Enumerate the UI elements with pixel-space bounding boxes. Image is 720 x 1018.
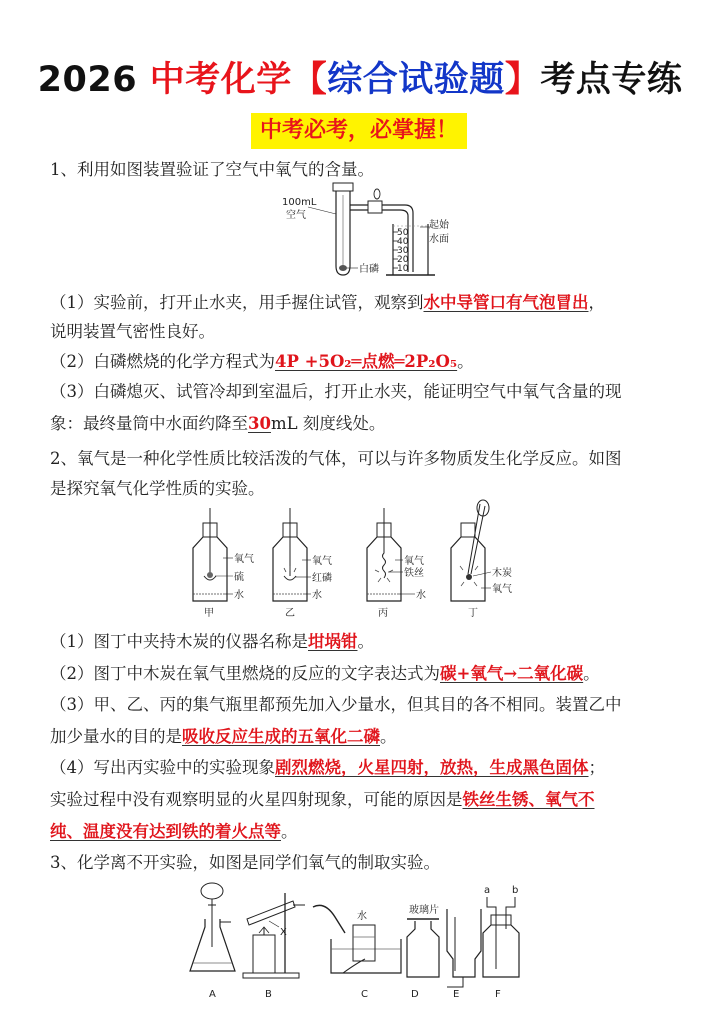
- q1-s2-text: （2）白磷燃烧的化学方程式为: [50, 352, 275, 371]
- q2-s4-line2: [50, 790, 595, 810]
- q1-s3-text: 象：最终量筒中水面约降至: [50, 414, 248, 433]
- label-start-2: 水面: [429, 234, 449, 245]
- q2-s4-text: （4）写出丙实验中的实验现象: [50, 758, 275, 777]
- q2-s2-text: （2）图丁中木炭在氧气里燃烧的反应的文字表达式为: [50, 664, 440, 683]
- title-year: 2026: [37, 60, 138, 100]
- scale-30: 30: [397, 246, 409, 256]
- apparatus-c: [331, 925, 401, 973]
- q1-s3-end: mL 刻度线处。: [270, 414, 386, 433]
- bottle-ding: [451, 500, 489, 601]
- letter-a: A: [209, 989, 216, 1000]
- yi-label-water: 水: [312, 590, 322, 601]
- bottle-bing: [367, 508, 401, 601]
- q3-figure: [185, 877, 535, 1002]
- q2-s4-line3-answer: 纯、温度没有达到铁的着火点等: [50, 822, 281, 841]
- q2-s1-end: 。: [357, 632, 374, 651]
- letter-c: C: [361, 989, 368, 1000]
- apparatus-f: [483, 897, 519, 977]
- q2-s4-line2-text: 实验过程中没有观察明显的火星四射现象，可能的原因是: [50, 790, 463, 809]
- label-glass-plate: 玻璃片: [409, 905, 439, 916]
- label-b: b: [512, 885, 519, 896]
- bing-name: 丙: [378, 608, 388, 619]
- q2-s3-text: 加少量水的目的是: [50, 727, 182, 746]
- q2-stem-line1: 2、氧气是一种化学性质比较活泼的气体，可以与许多物质发生化学反应。如图: [50, 449, 622, 468]
- label-air: 空气: [286, 210, 306, 221]
- q1-s2: [50, 352, 474, 372]
- yi-label-oxygen: 氧气: [312, 556, 332, 567]
- letter-d: D: [411, 989, 419, 1000]
- jia-name: 甲: [204, 608, 214, 619]
- label-start-1: 起始: [429, 220, 449, 231]
- q2-s4: [50, 758, 605, 778]
- bing-label-water: 水: [416, 590, 426, 601]
- q1-s2-end: 。: [457, 352, 474, 371]
- banner: 中考必考，必掌握！: [251, 113, 467, 149]
- apparatus-b: [243, 893, 305, 978]
- q2-figure: [185, 498, 535, 620]
- label-x: X: [280, 927, 287, 938]
- q2-s2-answer: 碳+氧气→二氧化碳: [440, 664, 584, 683]
- jia-label-oxygen: 氧气: [234, 554, 254, 565]
- q2-s1-text: （1）图丁中夹持木炭的仪器名称是: [50, 632, 308, 651]
- yi-label-red-phosphorus: 红磷: [312, 573, 332, 584]
- q2-s2: [50, 664, 600, 684]
- q1-s1-answer: 水中导管口有气泡冒出: [423, 293, 589, 312]
- letter-e: E: [453, 989, 460, 1000]
- q1-s2-answer: 4P +5O₂═点燃═2P₂O₅: [275, 352, 458, 371]
- letter-f: F: [495, 989, 501, 1000]
- q2-s4-answer: 剧烈燃烧，火星四射，放热，生成黑色固体: [275, 758, 589, 777]
- q2-stem-line2: 是探究氧气化学性质的实验。: [50, 479, 265, 498]
- ding-name: 丁: [468, 608, 478, 619]
- q2-s1-answer: 坩埚钳: [308, 632, 358, 651]
- bottle-jia: [193, 508, 227, 601]
- bing-label-oxygen: 氧气: [404, 556, 424, 567]
- scale-10: 10: [397, 264, 409, 274]
- q2-s2-end: 。: [583, 664, 600, 683]
- q2-s4-line2-answer: 铁丝生锈、氧气不: [462, 790, 595, 809]
- yi-name: 乙: [285, 608, 295, 619]
- label-a: a: [484, 885, 491, 896]
- label-white-phosphorus: 白磷: [359, 264, 379, 275]
- ding-label-oxygen: 氧气: [492, 584, 512, 595]
- title-right-bracket: 】: [504, 60, 541, 100]
- apparatus-e: [447, 909, 481, 987]
- q2-s4-end: ；: [588, 758, 605, 777]
- q2-s3-answer: 吸收反应生成的五氧化二磷: [182, 727, 380, 746]
- apparatus-d: [407, 919, 439, 977]
- label-water: 水: [357, 911, 367, 922]
- label-100ml: 100mL: [282, 197, 317, 208]
- jia-label-water: 水: [234, 590, 244, 601]
- q1-s1-text: （1）实验前，打开止水夹，用手握住试管，观察到: [50, 293, 424, 312]
- jia-label-sulfur: 硫: [234, 572, 244, 583]
- title-left-bracket: 【: [291, 60, 328, 100]
- scale-50: 50: [397, 228, 409, 238]
- q3-stem: 3、化学离不开实验，如图是同学们氧气的制取实验。: [50, 853, 440, 872]
- q2-s4-line3-end: 。: [281, 822, 298, 841]
- q1-s1-end: ，: [588, 293, 605, 312]
- q1-s1: [50, 293, 605, 313]
- bing-label-iron-wire: 铁丝: [404, 568, 424, 579]
- q2-s1: [50, 632, 374, 652]
- q1-figure: [280, 180, 460, 282]
- q2-s4-line3: [50, 822, 298, 842]
- q1-s3-line1: （3）白磷熄灭、试管冷却到室温后，打开止水夹，能证明空气中氧气含量的现: [50, 382, 622, 401]
- ding-label-charcoal: 木炭: [492, 568, 512, 579]
- letter-b: B: [265, 989, 272, 1000]
- graduated-cylinder: [386, 224, 435, 275]
- q2-s3-end: 。: [380, 727, 397, 746]
- apparatus-a: [190, 883, 235, 971]
- title-suffix: 考点专练: [540, 60, 683, 100]
- q1-s3: [50, 414, 385, 434]
- test-tube: [333, 183, 353, 275]
- q2-s3: [50, 727, 397, 747]
- q1-s3-answer: 30: [248, 414, 271, 433]
- title-topic: 综合试验题: [327, 60, 505, 100]
- q1-stem: 1、利用如图装置验证了空气中氧气的含量。: [50, 160, 374, 179]
- scale-40: 40: [397, 237, 409, 247]
- scale-20: 20: [397, 255, 409, 265]
- page-title: [0, 52, 720, 102]
- q1-s1-line2: 说明装置气密性良好。: [50, 322, 215, 341]
- q2-s3-line1: （3）甲、乙、丙的集气瓶里都预先加入少量水，但其目的各不相同。装置乙中: [50, 695, 622, 714]
- bottle-yi: [273, 508, 307, 601]
- title-subject: 中考化学: [149, 60, 292, 100]
